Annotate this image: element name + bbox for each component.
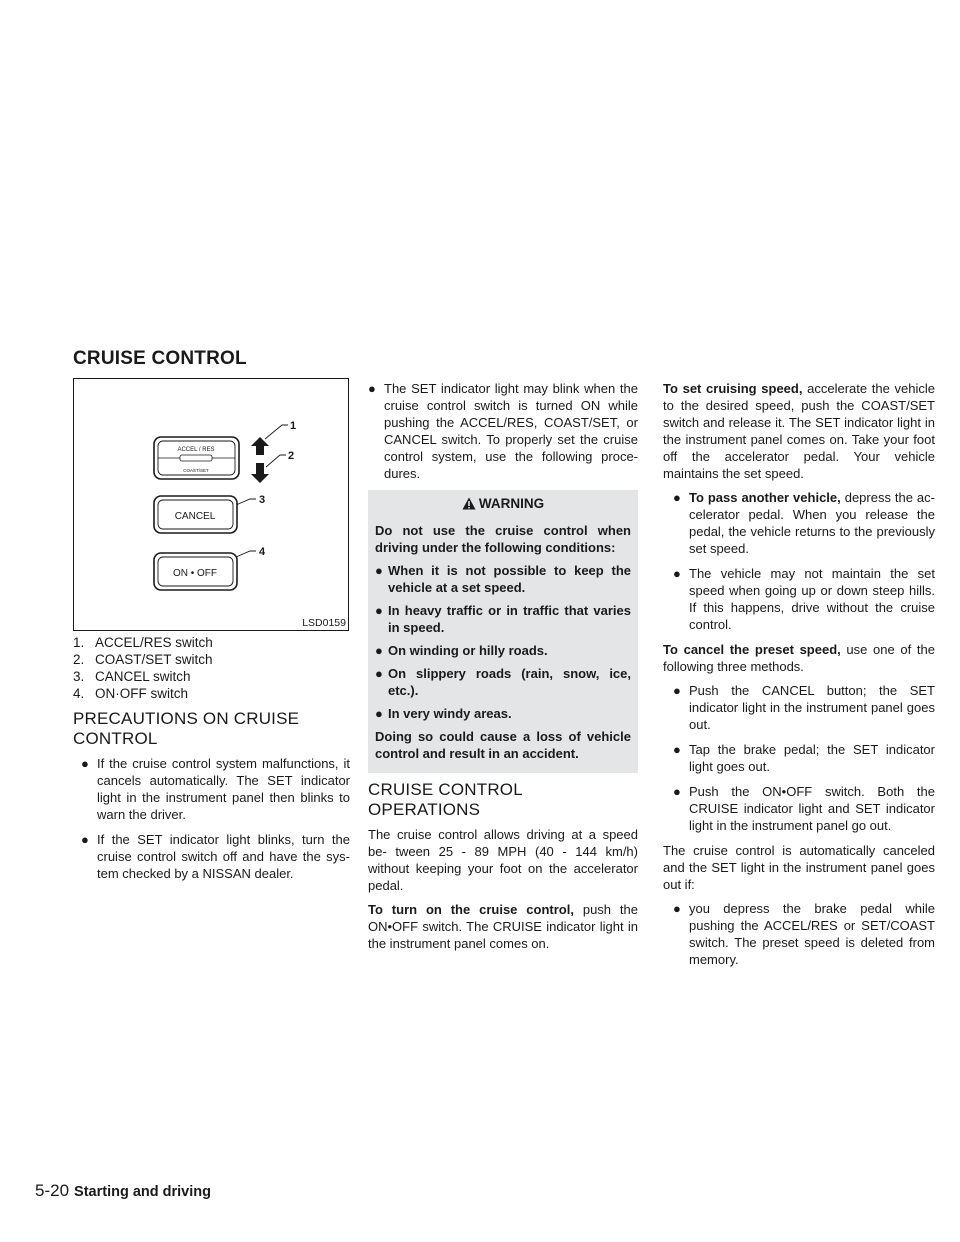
precautions-heading: PRECAUTIONS ON CRUISE CONTROL xyxy=(73,709,300,748)
warning-box xyxy=(368,490,638,773)
warning-triangle-icon xyxy=(462,497,476,510)
turn-on-paragraph: To turn on the cruise control, push the ON•OFF switch. The CRUISE indicator light in the instrument panel comes on. xyxy=(368,902,638,951)
callout-2: 2 xyxy=(288,450,295,462)
list-item: ● you depress the brake pedal while pushing the ACCEL/RES or SET/COAST switch. The preset speed is deleted from memory. xyxy=(673,901,935,967)
figure-code: LSD0159 xyxy=(302,617,346,629)
coast-set-label: COAST/SET xyxy=(183,468,209,473)
cancel-paragraph: To cancel the preset speed, use one of the following three methods. xyxy=(663,642,935,674)
list-item: ● If the cruise control system malfunctions, it cancels automatically. The SET indicator light in the instrument panel then blinks to warn the driver. xyxy=(81,756,350,822)
column-3 xyxy=(663,380,935,976)
on-off-switch xyxy=(154,553,237,590)
on-off-label: ON • OFF xyxy=(172,568,218,579)
list-item: ● Push the CANCEL button; the SET indicator light in the instrument panel goes out. xyxy=(673,683,935,732)
list-item: ● To pass another vehicle, depress the ac- celerator pedal. When you release the pedal, the vehicle returns to the previously set speed. xyxy=(673,490,935,556)
page-number: 5-20 xyxy=(35,1181,70,1200)
operations-heading: CRUISE CONTROL OPERATIONS xyxy=(368,780,523,819)
callout-1: 1 xyxy=(290,420,297,432)
legend-item: 3. CANCEL switch xyxy=(73,669,191,684)
operations-intro: The cruise control allows driving at a speed be- tween 25 - 89 MPH (40 - 144 km/h) without keeping your foot on the accelerator pedal. xyxy=(368,827,638,893)
list-item: ● The SET indicator light may blink when the cruise control switch is turned ON while pushing the ACCEL/RES, COAST/SET, or CANCEL switch. To properly set the cruise control system, use the following proce- dures. xyxy=(368,381,638,481)
list-item: ● On winding or hilly roads. xyxy=(375,643,548,658)
accel-coast-switch xyxy=(154,437,239,479)
warning-heading: WARNING xyxy=(375,495,631,512)
chapter-title: Starting and driving xyxy=(74,1184,211,1200)
callout-4: 4 xyxy=(259,546,266,558)
warning-intro: Do not use the cruise control when driving under the following conditions: xyxy=(375,523,631,555)
arrow-down-icon xyxy=(251,463,269,483)
set-speed-paragraph: To set cruising speed, accelerate the vehicle to the desired speed, push the COAST/SET switch and release it. The SET indicator light in the instrument panel comes on. Take your foot off the accelerator pedal. Your vehicle maintains the set speed. xyxy=(663,381,935,481)
warning-closing: Doing so could cause a loss of vehicle control and result in an accident. xyxy=(375,729,631,761)
cancel-switch xyxy=(154,496,237,533)
list-item: ● In heavy traffic or in traffic that varies in speed. xyxy=(375,603,631,635)
list-item: ● Tap the brake pedal; the SET indicator light goes out. xyxy=(673,742,935,774)
list-item: ● Push the ON•OFF switch. Both the CRUISE indicator light and SET indicator light in the instrument panel go out. xyxy=(673,784,935,833)
cruise-switch-diagram xyxy=(74,379,348,630)
list-item: ● The vehicle may not maintain the set speed when going up or down steep hills. If this happens, drive without the cruise control. xyxy=(673,566,935,632)
legend-item: 2. COAST/SET switch xyxy=(73,652,213,667)
page-footer xyxy=(35,1181,211,1201)
auto-cancel-paragraph: The cruise control is automatically canceled and the SET light in the instrument panel goes out if: xyxy=(663,843,935,892)
list-item: ● In very windy areas. xyxy=(375,706,512,721)
legend-item: 4. ON·OFF switch xyxy=(73,686,188,701)
accel-res-label: ACCEL / RES xyxy=(177,447,215,453)
callout-3: 3 xyxy=(259,494,266,506)
section-title: CRUISE CONTROL xyxy=(73,348,247,369)
cruise-switch-figure xyxy=(73,378,349,631)
figure-legend xyxy=(73,634,350,702)
legend-item: 1. ACCEL/RES switch xyxy=(73,635,213,650)
column-2 xyxy=(368,380,638,959)
list-item: ● On slippery roads (rain, snow, ice, etc.). xyxy=(375,666,631,698)
cancel-label: CANCEL xyxy=(174,511,216,522)
column-1 xyxy=(73,634,350,890)
arrow-up-icon xyxy=(251,437,269,455)
list-item: ● If the SET indicator light blinks, turn the cruise control switch off and have the sys- tem checked by a NISSAN dealer. xyxy=(81,832,350,881)
list-item: ● When it is not possible to keep the vehicle at a set speed. xyxy=(375,563,631,595)
